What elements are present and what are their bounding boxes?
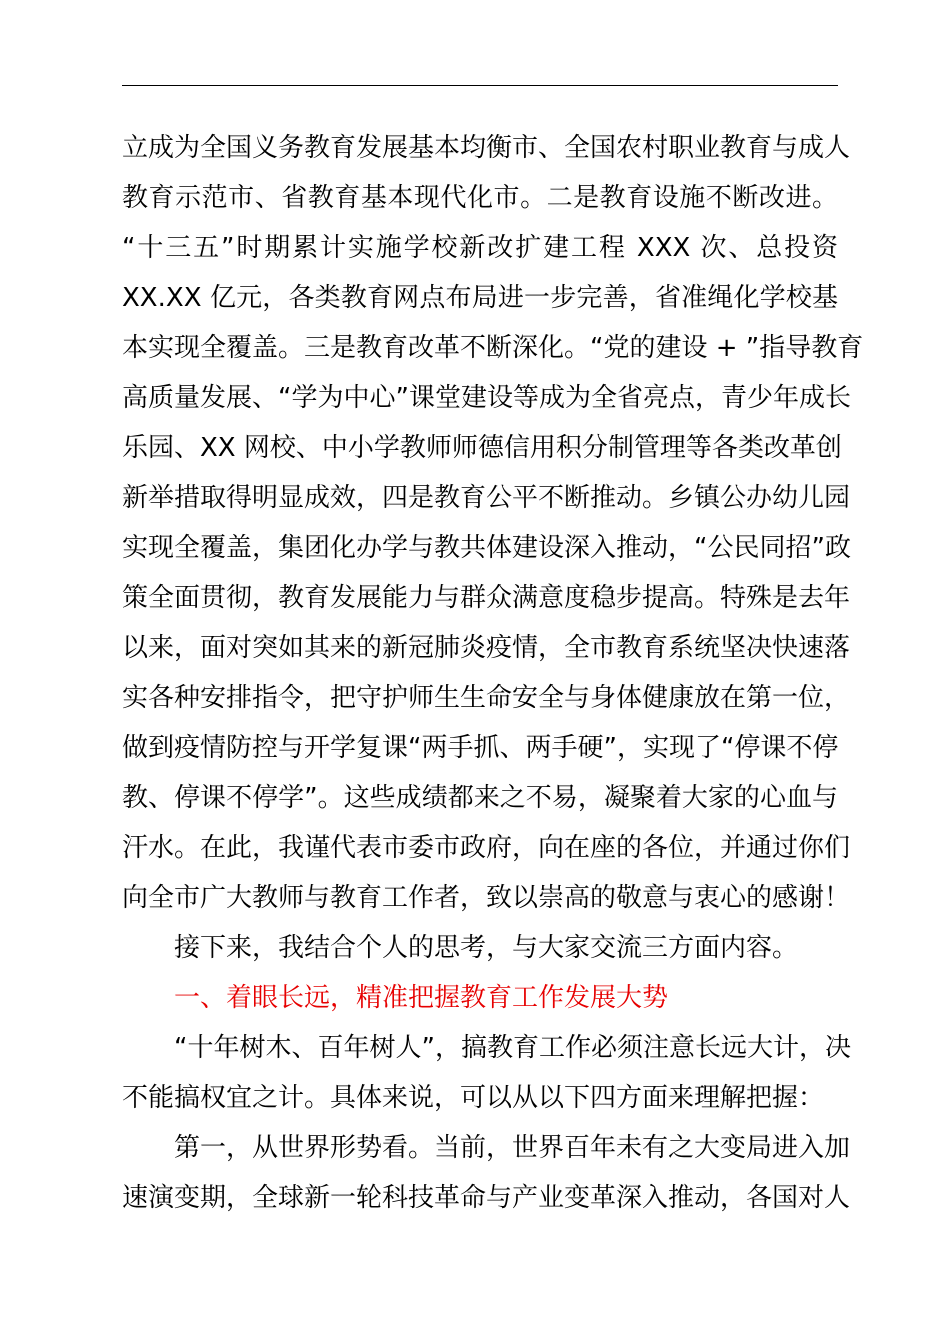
- paragraph-line: 以来，面对突如其来的新冠肺炎疫情，全市教育系统坚决快速落: [122, 633, 851, 663]
- paragraph-line: 新举措取得明显成效，四是教育公平不断推动。乡镇公办幼儿园: [122, 483, 851, 513]
- paragraph-line: 乐园、XX 网校、中小学教师师德信用积分制管理等各类改革创: [122, 433, 842, 463]
- paragraph-line: 实各种安排指令，把守护师生生命安全与身体健康放在第一位，: [122, 683, 851, 713]
- section-heading: 一、着眼长远，精准把握教育工作发展大势: [174, 983, 669, 1013]
- paragraph-line: 教、停课不停学”。这些成绩都来之不易，凝聚着大家的心血与: [122, 783, 838, 813]
- paragraph-line: 做到疫情防控与开学复课“两手抓、两手硬”，实现了“停课不停: [122, 733, 839, 763]
- paragraph-line: 第一，从世界形势看。当前，世界百年未有之大变局进入加: [174, 1133, 851, 1163]
- paragraph-line: 实现全覆盖，集团化办学与教共体建设深入推动，“公民同招”政: [122, 533, 851, 563]
- paragraph-line: 立成为全国义务教育发展基本均衡市、全国农村职业教育与成人: [122, 133, 851, 163]
- paragraph-line: 接下来，我结合个人的思考，与大家交流三方面内容。: [174, 933, 799, 963]
- paragraph-line: 教育示范市、省教育基本现代化市。二是教育设施不断改进。: [122, 183, 838, 213]
- paragraph-line: 汗水。在此，我谨代表市委市政府，向在座的各位，并通过你们: [122, 833, 851, 863]
- document-body: [122, 123, 864, 1223]
- paragraph-line: “十年树木、百年树人”，搞教育工作必须注意长远大计，决: [174, 1033, 851, 1063]
- paragraph-line: 策全面贯彻，教育发展能力与群众满意度稳步提高。特殊是去年: [122, 583, 851, 613]
- paragraph-line: 高质量发展、“学为中心”课堂建设等成为全省亮点，青少年成长: [122, 383, 851, 413]
- paragraph-line: “十三五”时期累计实施学校新改扩建工程 XXX 次、总投资: [122, 233, 838, 263]
- header-rule: [122, 85, 838, 86]
- paragraph-line: 不能搞权宜之计。具体来说，可以从以下四方面来理解把握：: [122, 1083, 825, 1113]
- paragraph-line: 向全市广大教师与教育工作者，致以崇高的敬意与衷心的感谢！: [122, 883, 851, 913]
- paragraph-line: 速演变期，全球新一轮科技革命与产业变革深入推动，各国对人: [122, 1183, 851, 1213]
- paragraph-line: XX.XX 亿元，各类教育网点布局进一步完善，省准绳化学校基: [122, 283, 838, 313]
- paragraph-line: 本实现全覆盖。三是教育改革不断深化。“党的建设 + ”指导教育: [122, 333, 864, 363]
